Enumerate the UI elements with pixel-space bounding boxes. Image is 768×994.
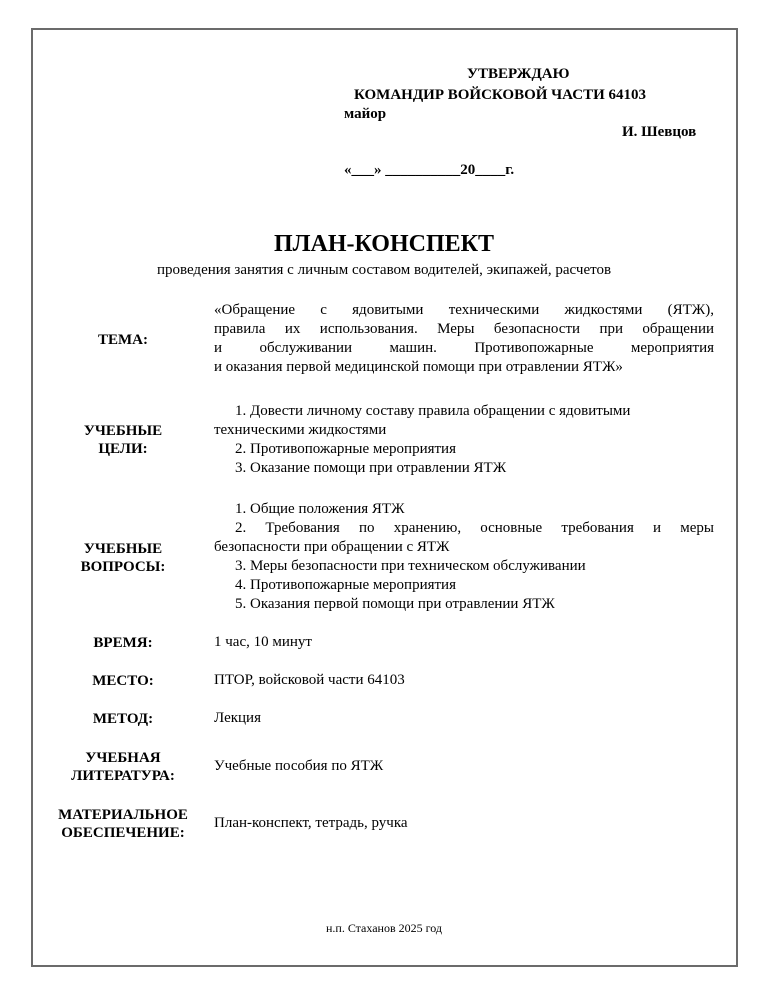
goal-item-line: 1. Довести личному составу правила обращении с ядовитыми (235, 403, 631, 419)
document-subtitle: проведения занятия с личным составом водителей, экипажей, расчетов (156, 262, 612, 278)
materials-label-line: МАТЕРИАЛЬНОЕ (58, 807, 188, 823)
theme-label: ТЕМА: (98, 332, 148, 348)
approval-rank: майор (344, 106, 387, 122)
theme-line: и оказания первой медицинской помощи при отравлении ЯТЖ» (214, 359, 623, 375)
question-item: 5. Оказания первой помощи при отравлении ЯТЖ (235, 596, 555, 612)
question-item-line: 2. Требования по хранению, основные требования и меры (235, 520, 714, 536)
theme-line: правила их использования. Меры безопасности при обращении (214, 321, 714, 337)
theme-text (214, 301, 714, 377)
goal-item (214, 402, 714, 440)
questions-list (214, 500, 714, 614)
goal-item: 2. Противопожарные мероприятия (235, 441, 456, 457)
goal-item: 3. Оказание помощи при отравлении ЯТЖ (235, 460, 507, 476)
approval-title: УТВЕРЖДАЮ (467, 66, 570, 82)
question-item: 3. Меры безопасности при техническом обслуживании (235, 558, 586, 574)
materials-value: План-конспект, тетрадь, ручка (214, 815, 408, 831)
questions-label (38, 540, 208, 576)
question-item-line: безопасности при обращении с ЯТЖ (214, 539, 450, 555)
time-label: ВРЕМЯ: (93, 635, 153, 651)
question-item: 1. Общие положения ЯТЖ (235, 501, 405, 517)
method-value: Лекция (214, 710, 261, 726)
time-value: 1 час, 10 минут (214, 634, 312, 650)
question-item: 4. Противопожарные мероприятия (235, 577, 456, 593)
approval-date-line: «___» __________20____г. (344, 162, 515, 178)
theme-line: и обслуживании машин. Противопожарные мероприятия (214, 340, 714, 356)
questions-label-line: ВОПРОСЫ: (80, 559, 166, 575)
goals-label-line: ЦЕЛИ: (98, 441, 148, 457)
place-value: ПТОР, войсковой части 64103 (214, 672, 405, 688)
literature-label (38, 749, 208, 785)
goal-item-line: техническими жидкостями (214, 422, 387, 438)
place-label: МЕСТО: (92, 673, 154, 689)
goals-list (214, 402, 714, 478)
goals-label-line: УЧЕБНЫЕ (83, 423, 163, 439)
theme-line: «Обращение с ядовитыми техническими жидкостями (ЯТЖ), (214, 302, 714, 318)
goals-label (38, 422, 208, 458)
document-title: ПЛАН-КОНСПЕКТ (273, 231, 495, 257)
materials-label-line: ОБЕСПЕЧЕНИЕ: (61, 825, 185, 841)
literature-value: Учебные пособия по ЯТЖ (214, 758, 384, 774)
literature-label-line: ЛИТЕРАТУРА: (71, 768, 175, 784)
approval-position: КОМАНДИР ВОЙСКОВОЙ ЧАСТИ 64103 (354, 87, 647, 103)
literature-label-line: УЧЕБНАЯ (85, 750, 161, 766)
method-label: МЕТОД: (92, 711, 154, 727)
question-item (214, 519, 714, 557)
questions-label-line: УЧЕБНЫЕ (83, 541, 163, 557)
approval-name: И. Шевцов (622, 124, 697, 140)
materials-label (38, 806, 208, 842)
footer-location-year: н.п. Стаханов 2025 год (325, 921, 443, 935)
